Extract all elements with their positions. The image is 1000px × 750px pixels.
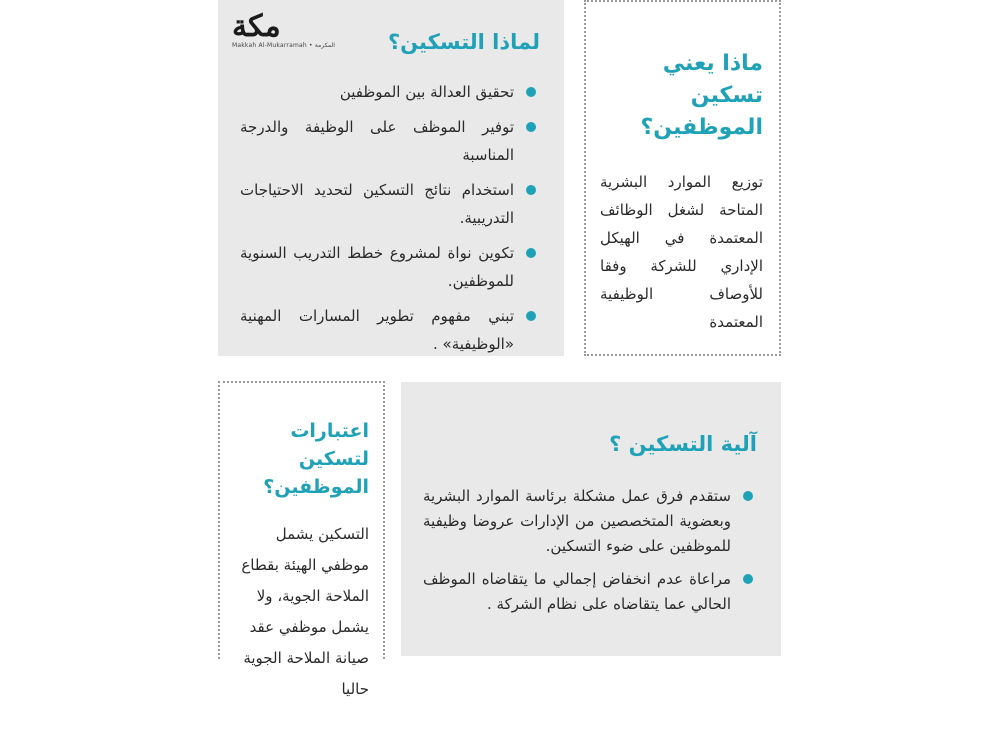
bullet-dot-icon [526,248,536,258]
considerations-title: اعتبارات لتسكين الموظفين؟ [263,420,369,498]
bullet-dot-icon [526,87,536,97]
bullet-dot-icon [526,185,536,195]
what-is-housing-title: ماذا يعني تسكين الموظفين؟ [640,51,763,140]
why-housing-panel [218,0,564,356]
list-item: تحقيق العدالة بين الموظفين [240,78,540,106]
list-item: مراعاة عدم انخفاض إجمالي ما يتقاضاه الموظف الحالي عما يتقاضاه على نظام الشركة . [423,567,757,617]
list-item: تبني مفهوم تطوير المسارات المهنية «الوظيفية» . [240,302,540,358]
why-housing-list [240,78,540,358]
bullet-dot-icon [526,122,536,132]
list-item: توفير الموظف على الوظيفة والدرجة المناسبة [240,113,540,169]
bullet-dot-icon [743,574,753,584]
what-is-housing-body: توزيع الموارد البشرية المتاحة لشغل الوظائف المعتمدة في الهيكل الإداري للشركة وفقا للأوصاف الوظيفية المعتمدة [600,173,763,331]
list-item: تكوين نواة لمشروع خطط التدريب السنوية للموظفين. [240,239,540,295]
list-item: ستقدم فرق عمل مشكلة برئاسة الموارد البشرية وبعضوية المتخصصين من الإدارات عروضا وظيفية للموظفين على ضوء التسكين. [423,484,757,559]
what-is-housing-panel [584,0,781,356]
housing-mechanism-list [423,484,757,617]
housing-mechanism-title: آلية التسكين ؟ [609,432,757,456]
why-housing-title: لماذا التسكين؟ [387,30,540,54]
housing-mechanism-panel [401,382,781,656]
list-item: استخدام نتائج التسكين لتحديد الاحتياجات التدريبية. [240,176,540,232]
logo-subtitle: Makkah Al-Mukarramah • المكرمة [232,42,335,49]
considerations-body: التسكين يشمل موظفي الهيئة بقطاع الملاحة الجوية، ولا يشمل موظفي عقد صيانة الملاحة الجوية حاليا [241,525,369,698]
makkah-newspaper-logo [232,9,335,58]
logo-wordmark: مكة [232,9,281,44]
bullet-dot-icon [526,311,536,321]
considerations-panel [218,381,385,698]
bullet-dot-icon [743,491,753,501]
